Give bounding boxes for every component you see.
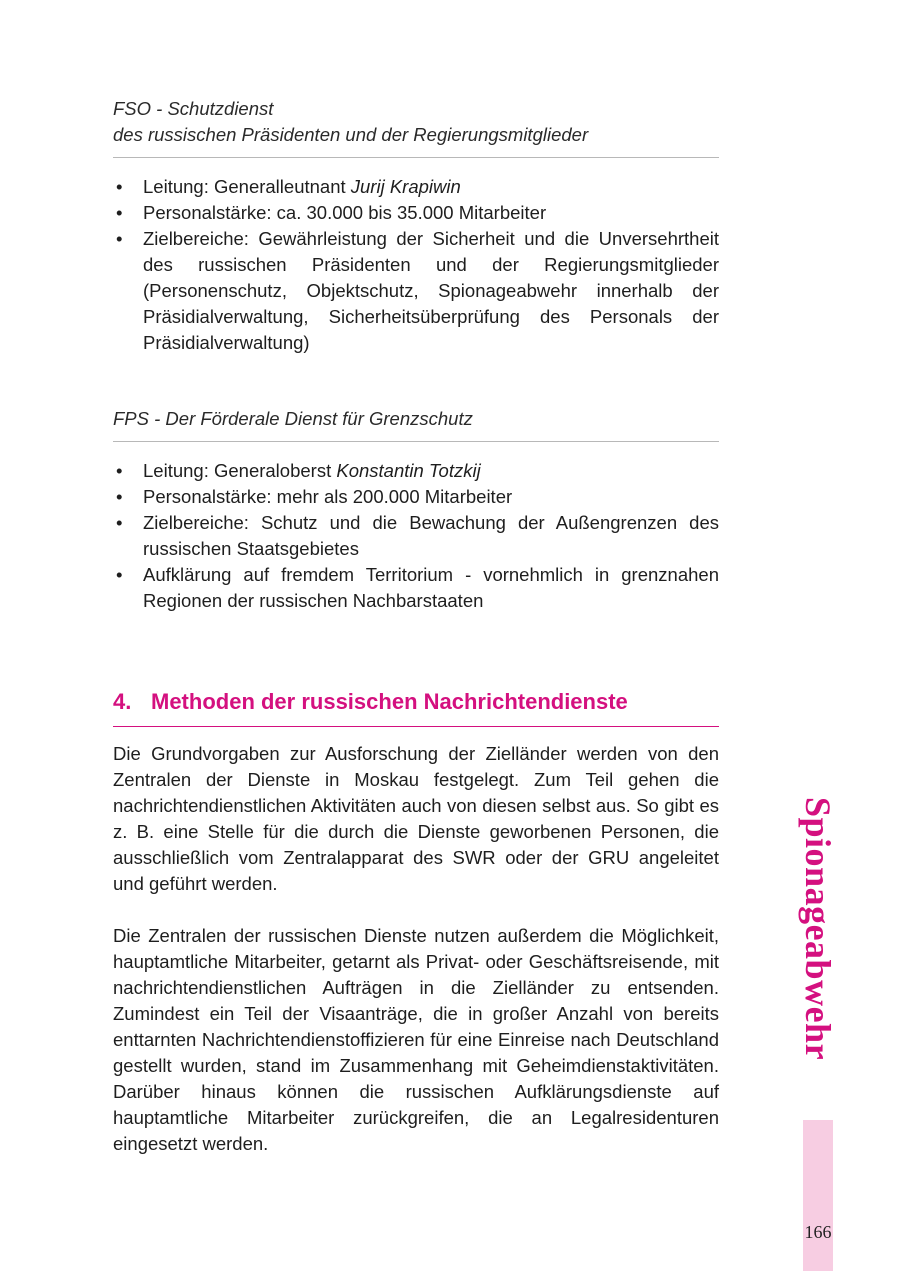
- list-item: [113, 174, 719, 200]
- list-item: [113, 226, 719, 356]
- fps-aufklaerung: Aufklärung auf fremdem Territorium - vornehmlich in grenznahen Regionen der russischen Nachbarstaaten: [143, 564, 719, 611]
- section-4: [113, 688, 719, 1157]
- bullet-icon: •: [116, 564, 123, 585]
- page-content: [113, 96, 719, 1157]
- fso-personal: Personalstärke: ca. 30.000 bis 35.000 Mitarbeiter: [143, 202, 547, 223]
- bullet-icon: •: [116, 176, 123, 197]
- fps-ziel: Zielbereiche: Schutz und die Bewachung der Außengrenzen des russischen Staatsgebietes: [143, 512, 719, 559]
- section-divider: [113, 726, 719, 727]
- bullet-icon: •: [116, 228, 123, 249]
- paragraph-2: Die Zentralen der russischen Dienste nutzen außerdem die Möglichkeit, hauptamtliche Mitarbeiter, getarnt als Privat- oder Geschäftsreisende, mit nachrichtendienstlichen Aufträgen in die Zielländer zu entsenden. Zumindest ein Teil der Visaanträge, die in großer Anzahl von bereits enttarnten Nachrichtendienstoffizieren für eine Einreise nach Deutschland gestellt wurden, stand im Zusammenhang mit Geheimdienstaktivitäten. Darüber hinaus können die russischen Aufklärungsdienste auf hauptamtliche Mitarbeiter zurückgreifen, die an Legalresidenturen eingesetzt werden.: [113, 925, 719, 1154]
- bullet-icon: •: [116, 486, 123, 507]
- list-item: [113, 200, 719, 226]
- fps-leitung-name: Konstantin Totzkij: [336, 460, 481, 481]
- list-item: [113, 458, 719, 484]
- fps-leitung-prefix: Leitung: Generaloberst: [143, 460, 337, 481]
- fso-block: [113, 96, 719, 356]
- fso-leitung-prefix: Leitung: Generalleutnant: [143, 176, 351, 197]
- fso-leitung-name: Jurij Krapiwin: [350, 176, 461, 197]
- bullet-icon: •: [116, 512, 123, 533]
- bullet-icon: •: [116, 202, 123, 223]
- list-item: [113, 562, 719, 614]
- paragraph-1: Die Grundvorgaben zur Ausforschung der Zielländer werden von den Zentralen der Dienste in Moskau festgelegt. Zum Teil gehen die nachrichtendienstlichen Aktivitäten auch von diesen selbst aus. So gibt es z. B. eine Stelle für die durch die Dienste geworbenen Personen, die ausschließlich vom Zentralapparat des SWR oder der GRU angeleitet und geführt werden.: [113, 743, 719, 894]
- fso-ziel: Zielbereiche: Gewährleistung der Sicherheit und die Unversehrtheit des russischen Präsidenten und der Regierungsmitglieder (Personenschutz, Objektschutz, Spionageabwehr innerhalb der Präsidialverwaltung, Sicherheitsüberprüfung des Personals der Präsidialverwaltung): [143, 228, 719, 353]
- fps-divider: [113, 441, 719, 442]
- section-title: Methoden der russischen Nachrichtendienste: [151, 689, 628, 714]
- fps-block: [113, 406, 719, 614]
- fps-bullet-list: [113, 458, 719, 614]
- list-item: [113, 510, 719, 562]
- page-number: 166: [804, 1222, 832, 1242]
- section-heading: [113, 688, 719, 716]
- fso-title-line1: FSO - Schutzdienst: [113, 98, 274, 119]
- fps-title: FPS - Der Förderale Dienst für Grenzschutz: [113, 408, 473, 429]
- fso-title-line2: des russischen Präsidenten und der Regierungsmitglieder: [113, 124, 589, 145]
- fso-divider: [113, 157, 719, 158]
- section-number: 4.: [113, 689, 132, 714]
- bullet-icon: •: [116, 460, 123, 481]
- chapter-label: Spionageabwehr: [798, 797, 838, 1061]
- list-item: [113, 484, 719, 510]
- chapter-tab-bar: [803, 1120, 833, 1271]
- fps-personal: Personalstärke: mehr als 200.000 Mitarbeiter: [143, 486, 513, 507]
- fso-bullet-list: [113, 174, 719, 356]
